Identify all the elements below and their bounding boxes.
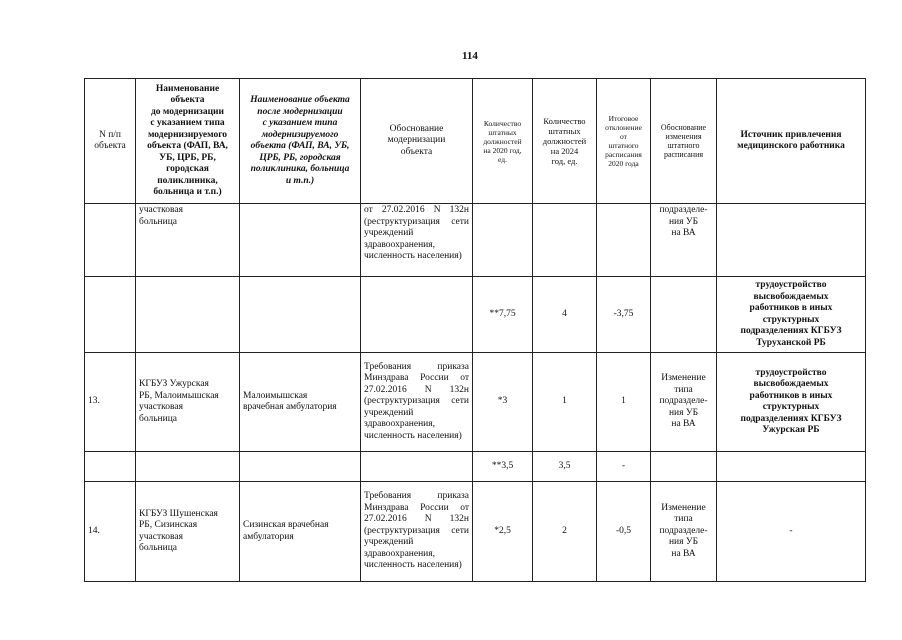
table-row [85,204,866,277]
cell-count-2020 [473,204,533,277]
cell-deviation: 1 [597,353,651,452]
cell-count-2024: 3,5 [533,452,597,482]
cell-after [240,277,361,353]
cell-num: 14. [85,482,136,582]
cell-num [85,204,136,277]
cell-before [136,277,240,353]
table-row [85,452,866,482]
cell-staff-justification: Изменение типа подразделе- ния УБ на ВА [651,353,717,452]
cell-count-2024 [533,204,597,277]
cell-deviation [597,204,651,277]
cell-count-2020: *3 [473,353,533,452]
header-justification: Обоснование модернизации объекта [361,79,473,204]
cell-count-2020: *2,5 [473,482,533,582]
header-deviation: Итоговое отклонение от штатного расписания 2020 года [597,79,651,204]
cell-source: трудоустройство высвобождаемых работников в иных структурных подразделениях КГБУЗ Туруханской РБ [717,277,866,353]
cell-justification: Требования приказа Минздрава России от 27.02.2016 N 132н (реструктуризация сети учреждений здравоохранения, численность населения) [361,482,473,582]
cell-count-2024: 4 [533,277,597,353]
cell-count-2024: 2 [533,482,597,582]
cell-deviation: - [597,452,651,482]
cell-source [717,204,866,277]
cell-after: Малоимышская врачебная амбулатория [240,353,361,452]
cell-staff-justification [651,452,717,482]
table-row [85,353,866,452]
header-num: N п/п объекта [85,79,136,204]
header-row [85,79,866,204]
cell-before: участковая больница [136,204,240,277]
cell-justification [361,452,473,482]
cell-after [240,452,361,482]
header-staff-justification: Обоснование изменения штатного расписания [651,79,717,204]
cell-staff-justification: Изменение типа подразделе- ния УБ на ВА [651,482,717,582]
cell-before: КГБУЗ Шушенская РБ, Сизинская участковая больница [136,482,240,582]
cell-count-2024: 1 [533,353,597,452]
table-row [85,277,866,353]
cell-num: 13. [85,353,136,452]
modernization-table [84,78,866,582]
table-row [85,482,866,582]
header-count-2020: Количество штатных должностей на 2020 год, ед. [473,79,533,204]
cell-after: Сизинская врачебная амбулатория [240,482,361,582]
cell-justification [361,277,473,353]
cell-staff-justification [651,277,717,353]
header-after: Наименование объекта после модернизации с указанием типа модернизируемого объекта (ФАП, ВА, УБ, ЦРБ, РБ, городская поликлиника, больница и т.п.) [240,79,361,204]
cell-staff-justification: подразделе- ния УБ на ВА [651,204,717,277]
cell-before: КГБУЗ Ужурская РБ, Малоимышская участковая больница [136,353,240,452]
cell-deviation: -3,75 [597,277,651,353]
header-source: Источник привлечения медицинского работника [717,79,866,204]
cell-num [85,277,136,353]
header-count-2024: Количество штатных должностей на 2024 год, ед. [533,79,597,204]
cell-num [85,452,136,482]
cell-justification: от 27.02.2016 N 132н (реструктуризация сети учреждений здравоохранения, численность населения) [361,204,473,277]
cell-source: трудоустройство высвобождаемых работников в иных структурных подразделениях КГБУЗ Ужурская РБ [717,353,866,452]
cell-justification: Требования приказа Минздрава России от 27.02.2016 N 132н (реструктуризация сети учреждений здравоохранения, численность населения) [361,353,473,452]
cell-before [136,452,240,482]
page-number: 114 [462,50,478,62]
cell-after [240,204,361,277]
cell-source [717,452,866,482]
cell-count-2020: **7,75 [473,277,533,353]
cell-deviation: -0,5 [597,482,651,582]
header-before: Наименование объекта до модернизации с указанием типа модернизируемого объекта (ФАП, ВА, УБ, ЦРБ, РБ, городская поликлиника, больница и т.п.) [136,79,240,204]
cell-count-2020: **3,5 [473,452,533,482]
cell-source: - [717,482,866,582]
